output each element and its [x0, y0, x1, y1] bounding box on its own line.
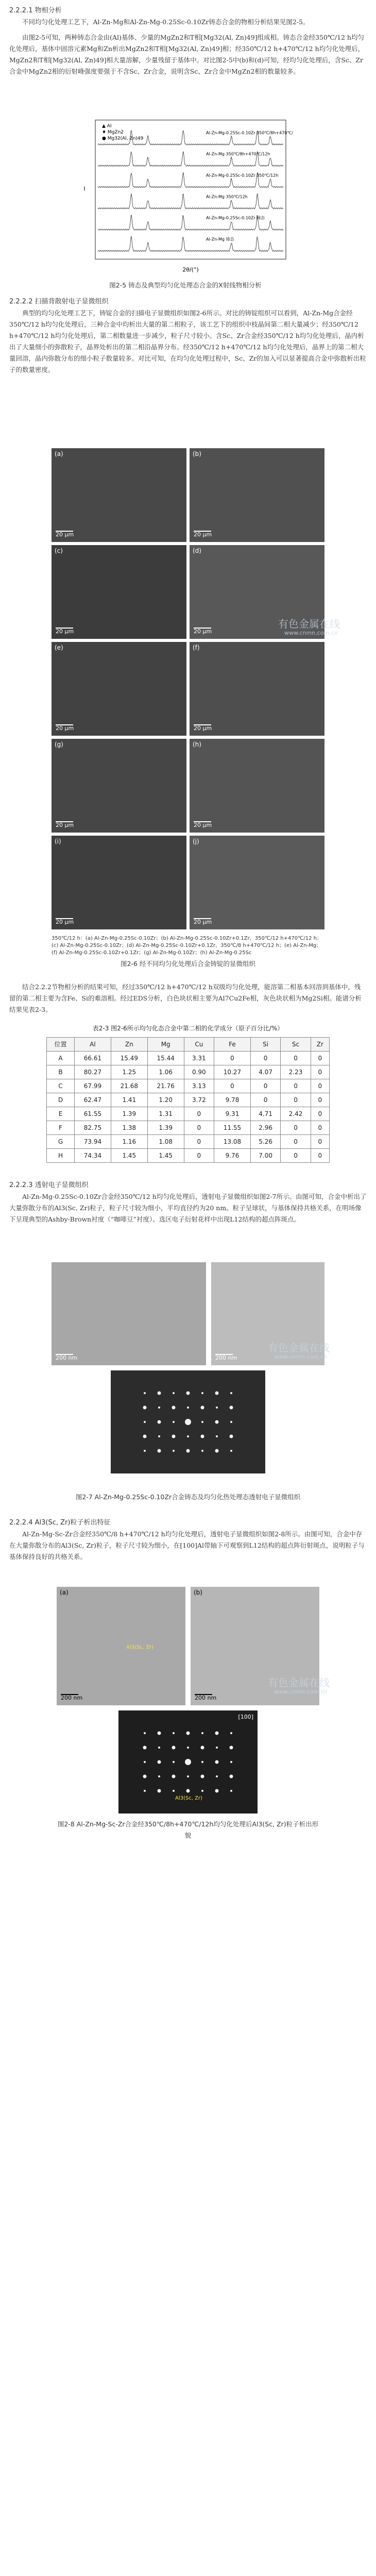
- section-heading: 2.2.2.4 Al3(Sc, Zr)粒子析出特征: [9, 1519, 111, 1527]
- diffraction-spot: [158, 1420, 161, 1424]
- xrd-trace-label: Al-Zn-Mg 350℃/12h: [206, 194, 248, 199]
- table-cell: 66.61: [74, 1052, 111, 1065]
- table-cell: 0: [311, 1107, 329, 1121]
- table-cell: 1.45: [147, 1149, 184, 1163]
- scale-bar: 200 nm: [195, 1694, 217, 1701]
- diffraction-spot: [186, 1732, 190, 1735]
- composition-table: [46, 1037, 330, 1163]
- diffraction-spot: [144, 1421, 146, 1423]
- diffraction-spot: [172, 1406, 176, 1410]
- scale-bar: 20 μm: [194, 531, 212, 538]
- diffraction-pattern: [111, 1370, 265, 1473]
- table-cell: C: [47, 1079, 75, 1093]
- diffraction-spot: [201, 1435, 204, 1438]
- diffraction-spot: [158, 1435, 160, 1437]
- diffraction-spot: [187, 1747, 189, 1749]
- diffraction-spot: [173, 1732, 175, 1734]
- diffraction-spot: [158, 1392, 161, 1395]
- scale-bar: 20 μm: [194, 628, 212, 635]
- section-phase-analysis: [9, 5, 367, 77]
- panel-label: (f): [193, 644, 200, 651]
- sem-image-panel: [52, 448, 186, 542]
- sem-figure-grid: [52, 448, 324, 969]
- table-cell: 82.75: [74, 1121, 111, 1135]
- table-row: [47, 1107, 330, 1121]
- table-cell: G: [47, 1135, 75, 1149]
- diffraction-spot: [173, 1450, 175, 1452]
- table-row: [47, 1149, 330, 1163]
- table-row: [47, 1093, 330, 1107]
- diffraction-spot: [230, 1761, 232, 1763]
- xrd-trace: [98, 236, 283, 251]
- table-cell: 0.90: [184, 1065, 214, 1079]
- table-cell: 0: [311, 1065, 329, 1079]
- figure-caption: 图2-8 Al-Zn-Mg-Sc-Zr合金经350℃/8h+470℃/12h均匀化处理后Al3(Sc, Zr)粒子析出形貌: [57, 1820, 319, 1839]
- table-cell: 0: [184, 1149, 214, 1163]
- watermark-text: 有色金属在线: [278, 618, 340, 630]
- table-row: [47, 1052, 330, 1065]
- diffraction-spot: [187, 1435, 189, 1437]
- table-cell: 2.23: [281, 1065, 311, 1079]
- panel-label: (g): [55, 741, 63, 748]
- panel-label: (d): [193, 547, 201, 554]
- tem-figure: [52, 1262, 324, 1504]
- table-cell: 0: [214, 1079, 251, 1093]
- diffraction-spot: [173, 1761, 175, 1763]
- diffraction-spot: [158, 1747, 160, 1749]
- sem-image-panel: [190, 739, 324, 833]
- scale-bar: 20 μm: [56, 919, 74, 925]
- table-cell: 0: [184, 1121, 214, 1135]
- table-caption: 表2-3 图2-6所示均匀化态合金中第二相的化学成分（原子百分比/%）: [92, 1025, 284, 1032]
- figure-caption: 图2-6 经不同均匀化处理后合金铸锭的显微组织: [121, 960, 255, 968]
- section-precipitates: [9, 1517, 367, 1563]
- table-row: [47, 1079, 330, 1093]
- table-cell: 0: [281, 1135, 311, 1149]
- diffraction-spot: [143, 1406, 147, 1410]
- diffraction-spot: [144, 1761, 146, 1763]
- xrd-trace-label: Al-Zn-Mg 铸态: [206, 237, 234, 242]
- table-cell: 0: [250, 1079, 280, 1093]
- spot-label: Al3(Sc, Zr): [175, 1795, 202, 1801]
- table-header-cell: Zn: [111, 1038, 147, 1052]
- diffraction-spot: [230, 1392, 232, 1394]
- scale-bar: 20 μm: [56, 531, 74, 538]
- section-heading: 2.2.2.2 扫描背散射电子显微组织: [9, 298, 109, 306]
- x-axis-label: 2θ/(°): [182, 266, 199, 273]
- table-cell: 67.99: [74, 1079, 111, 1093]
- diffraction-spot: [230, 1450, 232, 1452]
- xrd-chart: [77, 116, 294, 276]
- table-cell: 1.38: [111, 1121, 147, 1135]
- y-axis-label: I: [83, 185, 86, 192]
- watermark-text: 有色金属在线: [268, 1342, 330, 1354]
- diffraction-spot: [230, 1435, 233, 1438]
- table-cell: 0: [311, 1079, 329, 1093]
- table-row: [47, 1121, 330, 1135]
- xrd-trace: [98, 194, 283, 209]
- table-header-cell: Al: [74, 1038, 111, 1052]
- diffraction-spot: [158, 1449, 161, 1453]
- diffraction-spot: [216, 1406, 218, 1409]
- figure-caption: 图2-5 铸态及典型均匀化处理态合金的X射线物相分析: [109, 281, 262, 289]
- figure-caption: 图2-7 Al-Zn-Mg-0.25Sc-0.10Zr合金铸态及均匀化热处理态透射电子显微组织: [75, 1493, 301, 1501]
- diffraction-spot: [215, 1732, 219, 1735]
- table-cell: 9.78: [214, 1093, 251, 1107]
- table-cell: 21.76: [147, 1079, 184, 1093]
- table-header-cell: Mg: [147, 1038, 184, 1052]
- panel-label: (j): [193, 838, 199, 845]
- diffraction-spot: [216, 1747, 218, 1749]
- particle-label: Al3(Sc, Zr): [126, 1645, 153, 1650]
- panel-label: (e): [55, 644, 63, 651]
- diffraction-spot: [187, 1406, 189, 1409]
- scale-bar: 20 μm: [56, 725, 74, 732]
- diffraction-spot: [201, 1732, 203, 1734]
- xrd-trace-label: Al-Zn-Mg-0.25Sc-0.10Zr 铸态: [206, 215, 265, 221]
- table-cell: 15.44: [147, 1052, 184, 1065]
- diffraction-spot: [230, 1732, 232, 1734]
- xrd-legend: [102, 124, 144, 141]
- table-cell: 9.76: [214, 1149, 251, 1163]
- table-cell: 1.39: [111, 1107, 147, 1121]
- panel-label: (a): [60, 1589, 69, 1596]
- watermark-text: 有色金属在线: [268, 1676, 330, 1689]
- section-eds: [9, 981, 367, 1015]
- table-header-cell: Cu: [184, 1038, 214, 1052]
- panel-label: (h): [193, 741, 201, 748]
- table-cell: 0: [281, 1093, 311, 1107]
- table-cell: 1.31: [147, 1107, 184, 1121]
- diffraction-spot: [185, 1419, 191, 1425]
- diffraction-spot: [172, 1775, 176, 1778]
- panel-label: (c): [55, 547, 63, 554]
- table-cell: 0: [214, 1052, 251, 1065]
- table-cell: 1.45: [111, 1149, 147, 1163]
- sem-image-panel: [52, 739, 186, 833]
- diffraction-spot: [143, 1435, 147, 1438]
- diffraction-spot: [201, 1790, 203, 1792]
- sem-figure-legend: 350℃/12 h：(a) Al-Zn-Mg-0.25Sc-0.10Zr；(b) Al-Zn-Mg-0.25Sc-0.10Zr+0.1Zr，350℃/12 h+470℃/12 h；(c) Al-Zn-Mg-0.25Sc-0.10Zr；(d) Al-Zn-Mg-0.25Sc-0.10Zr+0.1Zr，350℃/8 h+470℃/12 h；(e) Al-Zn-Mg；(f) Al-Zn-Mg-0.25Sc-0.10Zr+0.1Zr；(g) Al-Zn-Mg-0.10Zr；(h) Al-Zn-Mg-0.25Sc: [52, 936, 322, 956]
- diffraction-spot: [215, 1760, 219, 1764]
- diffraction-spot: [144, 1732, 146, 1734]
- table-cell: 0: [250, 1093, 280, 1107]
- diffraction-spots: [111, 1370, 265, 1473]
- table-cell: 11.55: [214, 1121, 251, 1135]
- paragraph: 典型的均匀化处理工艺下，铸锭合金的扫描电子显微组织如图2-6所示。对比的铸锭组织可以看到，Al-Zn-Mg合金经350℃/12 h均匀化处理后，三种合金中均析出大量的第二相粒子，该工艺下的组织中枝晶间第二相大量减少；经350℃/12 h+470℃/12 h均匀化处理后，第二相数量进一步减少，粒子尺寸较小。含Sc、Zr合金经350℃/12 h均匀化处理后，晶内析出了大量细小的弥散粒子，晶界处析出的第二相沿晶界分布。经350℃/12 h+470℃/12 h均匀化处理后，晶界上的第二相大量回溶，晶内弥散分布的细小粒子数量较多。对比可知，在均匀化处理过程中，Sc、Zr的加入可以显著提高合金中弥散析出粒子的数量密度。: [9, 309, 366, 374]
- diffraction-spot: [172, 1435, 176, 1438]
- paragraph: 结合2.2.2节物相分析的结果可知，经过350℃/12 h+470℃/12 h双级均匀化处理，能溶第二相基本回溶到基体中，残留的第二相主要为含Fe、Si的难溶相。经过EDS分析，白色块状相主要为Al7Cu2Fe相，灰色块状相为Mg2Si相。能谱分析结果见表2-3。: [9, 983, 362, 1013]
- diffraction-spot: [186, 1789, 190, 1793]
- diffraction-spot: [230, 1421, 232, 1423]
- diffraction-spot: [201, 1775, 204, 1778]
- diffraction-spot: [144, 1790, 146, 1792]
- sem-image-panel: [190, 836, 324, 929]
- diffraction-spot: [201, 1746, 204, 1750]
- diffraction-spot: [216, 1775, 218, 1777]
- sem-image-panel: [190, 448, 324, 542]
- table-cell: 0: [281, 1079, 311, 1093]
- scale-bar: 20 μm: [194, 919, 212, 925]
- table-cell: D: [47, 1093, 75, 1107]
- table-row: [47, 1135, 330, 1149]
- diffraction-spot: [158, 1789, 161, 1793]
- sem-image-panel: [52, 836, 186, 929]
- table-cell: 10.27: [214, 1065, 251, 1079]
- diffraction-spot: [215, 1420, 219, 1424]
- panel-label: (i): [55, 838, 61, 845]
- table-cell: 1.16: [111, 1135, 147, 1149]
- diffraction-spot: [230, 1775, 233, 1778]
- table-cell: 74.34: [74, 1149, 111, 1163]
- table-cell: 4.07: [250, 1065, 280, 1079]
- legend-entry: ● Mg32(Al, Zn)49: [102, 136, 144, 141]
- diffraction-spot: [144, 1392, 146, 1394]
- diffraction-pattern-2: [118, 1710, 258, 1814]
- diffraction-spot: [201, 1450, 203, 1452]
- table-cell: F: [47, 1121, 75, 1135]
- table-cell: 0: [184, 1107, 214, 1121]
- diffraction-spot: [158, 1760, 161, 1764]
- sem-image-panel: [190, 642, 324, 736]
- table-cell: 0: [281, 1149, 311, 1163]
- section-sem: [9, 296, 367, 376]
- sem-image-panel: [52, 642, 186, 736]
- table-cell: 0: [281, 1121, 311, 1135]
- diffraction-spot: [201, 1421, 203, 1423]
- diffraction-spot: [185, 1759, 191, 1765]
- table-cell: 1.41: [111, 1093, 147, 1107]
- diffraction-spot: [215, 1789, 219, 1793]
- paragraph: Al-Zn-Mg-0.25Sc-0.10Zr合金经350℃/12 h均匀化处理后，透射电子显微组织如图2-7所示。由图可知，合金中析出了大量弥散分布的Al3(Sc, Zr)粒子，粒子尺寸较为细小，平均直径约为20 nm。粒子呈球状，与基体保持共格关系，在明场像下呈现典型的Ashby-Brown衬度（“咖啡豆”衬度）。选区电子衍射花样中出现L12结构的超点阵斑点。: [9, 1193, 367, 1223]
- scale-bar: 20 μm: [56, 628, 74, 635]
- table-cell: 5.26: [250, 1135, 280, 1149]
- scale-bar: 200 nm: [215, 1354, 237, 1361]
- table-cell: 9.31: [214, 1107, 251, 1121]
- diffraction-spot: [216, 1435, 218, 1437]
- scale-bar: 20 μm: [194, 822, 212, 828]
- table-cell: 2.96: [250, 1121, 280, 1135]
- diffraction-spot: [173, 1392, 175, 1394]
- diffraction-spot: [201, 1392, 203, 1394]
- table-cell: 4.71: [250, 1107, 280, 1121]
- table-cell: E: [47, 1107, 75, 1121]
- table-cell: 15.49: [111, 1052, 147, 1065]
- diffraction-spot: [215, 1449, 219, 1453]
- table-header-cell: Si: [250, 1038, 280, 1052]
- watermark-url: www.cnmn.com.cn: [284, 630, 338, 636]
- table-cell: 0: [311, 1135, 329, 1149]
- diffraction-spot: [230, 1746, 233, 1750]
- diffraction-spot: [173, 1421, 175, 1423]
- diffraction-spot: [143, 1775, 147, 1778]
- scale-bar: 20 μm: [194, 725, 212, 732]
- table-cell: 7.00: [250, 1149, 280, 1163]
- diffraction-spot: [158, 1406, 160, 1409]
- section-heading: 2.2.2.3 透射电子显微组织: [9, 1181, 89, 1189]
- paragraph: 不同均匀化处理工艺下，Al-Zn-Mg和Al-Zn-Mg-0.25Sc-0.10Zr铸态合金的物相分析结果见图2-5。: [22, 18, 310, 26]
- watermark-url: www.cnmn.com.cn: [274, 1688, 328, 1695]
- table-header-cell: Fe: [214, 1038, 251, 1052]
- diffraction-spot: [173, 1790, 175, 1792]
- table-cell: 0: [184, 1135, 214, 1149]
- xrd-figure: [77, 116, 294, 289]
- xrd-trace-label: Al-Zn-Mg-0.25Sc-0.10Zr 350℃/12h: [206, 173, 279, 178]
- table-header-cell: Sc: [281, 1038, 311, 1052]
- table-header-cell: 位置: [47, 1038, 75, 1052]
- sem-image-panel: [52, 545, 186, 639]
- diffraction-spot: [187, 1775, 189, 1777]
- diffraction-spot: [215, 1392, 219, 1395]
- diffraction-spot: [158, 1732, 161, 1735]
- diffraction-spot: [201, 1761, 203, 1763]
- table-cell: 2.42: [281, 1107, 311, 1121]
- diffraction-spot: [172, 1746, 176, 1750]
- table-cell: B: [47, 1065, 75, 1079]
- table-cell: 61.55: [74, 1107, 111, 1121]
- table-cell: 1.06: [147, 1065, 184, 1079]
- scale-bar: 200 nm: [56, 1354, 78, 1361]
- xrd-trace-label: Al-Zn-Mg 350℃/8h+470℃/12h: [206, 151, 270, 157]
- panel-label: (b): [193, 450, 201, 457]
- table-cell: 3.13: [184, 1079, 214, 1093]
- table-cell: 0: [250, 1052, 280, 1065]
- table-cell: 0: [311, 1149, 329, 1163]
- table-cell: 80.27: [74, 1065, 111, 1079]
- diffraction-spot: [186, 1392, 190, 1395]
- table-cell: 21.68: [111, 1079, 147, 1093]
- panel-label: (b): [194, 1589, 202, 1596]
- scale-bar: 20 μm: [56, 822, 74, 828]
- table-cell: 0: [311, 1121, 329, 1135]
- table-cell: 62.47: [74, 1093, 111, 1107]
- diffraction-spot: [230, 1790, 232, 1792]
- table-cell: 3.31: [184, 1052, 214, 1065]
- table-cell: H: [47, 1149, 75, 1163]
- legend-entry: ▲ Al: [102, 124, 112, 129]
- tem-image-a: [52, 1262, 206, 1365]
- section-heading: 2.2.2.1 物相分析: [9, 7, 62, 14]
- table-cell: 3.72: [184, 1093, 214, 1107]
- table-cell: 13.08: [214, 1135, 251, 1149]
- table-cell: 1.39: [147, 1121, 184, 1135]
- table-cell: 73.94: [74, 1135, 111, 1149]
- table-cell: 1.08: [147, 1135, 184, 1149]
- panel-label: (a): [55, 450, 63, 457]
- legend-entry: ♦ MgZn2: [102, 130, 124, 135]
- watermark-url: www.cnmn.com.cn: [274, 1353, 328, 1360]
- precipitate-figure: [57, 1587, 319, 2576]
- table-cell: A: [47, 1052, 75, 1065]
- tem-image-precip-a: [57, 1587, 185, 1705]
- table-header-cell: Zr: [311, 1038, 329, 1052]
- table-cell: 0: [311, 1052, 329, 1065]
- paragraph: 由图2-5可知，两种铸态合金由(Al)基体、少量的MgZn2和T相[Mg32(Al, Zn)49]组成相。铸态合金经350℃/12 h均匀化处理后，基体中固溶元素Mg和Zn析出MgZn2和T相[Mg32(Al, Zn)49]相；经350℃/12 h+470℃/12 h均匀化处理后，MgZn2和T相[Mg32(Al, Zn)49]相大量溶解，少量残留于基体中。对比图2-5中(b)和(d)可知，经均匀化处理后，含Sc、Zr合金中MgZn2相的衍射峰强度要强于不含Sc、Zr合金，说明含Sc、Zr合金中MgZn2相的数量较多。: [9, 33, 365, 75]
- table-cell: 0: [311, 1093, 329, 1107]
- diffraction-spot: [144, 1450, 146, 1452]
- composition-table-block: [46, 1023, 330, 1163]
- table-cell: 1.20: [147, 1093, 184, 1107]
- scale-bar: 200 nm: [61, 1694, 83, 1701]
- diffraction-spot: [143, 1746, 147, 1750]
- xrd-trace-label: Al-Zn-Mg-0.25Sc-0.10Zr 350℃/8h+470℃/12h: [206, 130, 294, 135]
- table-cell: 1.25: [111, 1065, 147, 1079]
- section-tem: [9, 1180, 367, 1225]
- diffraction-spot: [158, 1775, 160, 1777]
- diffraction-spot: [186, 1449, 190, 1453]
- diffraction-spot: [230, 1406, 233, 1410]
- table-row: [47, 1065, 330, 1079]
- paragraph: Al-Zn-Mg-Sc-Zr合金经350℃/8 h+470℃/12 h均匀化处理后，透射电子显微组织如图2-8所示。由图可知，合金中存在大量弥散分布的Al3(Sc, Zr)粒子，粒子尺寸较为细小，在[100]Al带轴下可观察到L12结构的超点阵衍射斑点，说明粒子与基体保持良好的共格关系。: [9, 1530, 365, 1561]
- diffraction-spot: [201, 1406, 204, 1410]
- table-cell: 0: [281, 1052, 311, 1065]
- zone-axis: [100]: [238, 1714, 253, 1720]
